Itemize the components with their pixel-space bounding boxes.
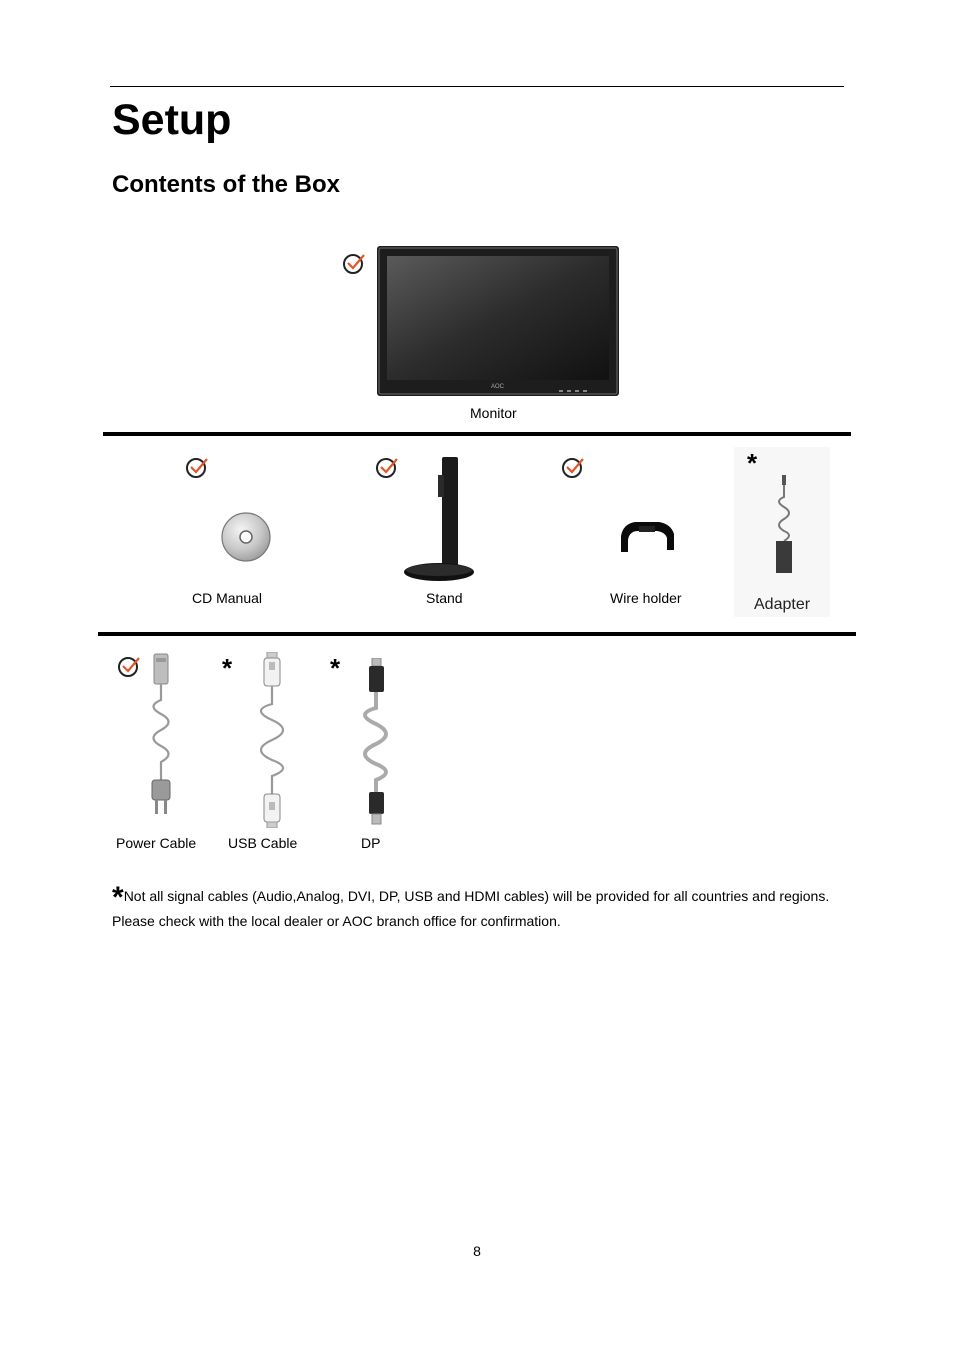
cd-image bbox=[220, 511, 272, 563]
usb-cable-image bbox=[246, 652, 294, 828]
checkmark-icon bbox=[375, 456, 399, 478]
svg-text:AOC: AOC bbox=[491, 384, 505, 390]
header-rule bbox=[110, 86, 844, 87]
adapter-image bbox=[770, 475, 798, 575]
power-cable-image bbox=[144, 652, 184, 818]
checkmark-icon bbox=[561, 456, 585, 478]
checkmark-icon bbox=[342, 252, 366, 274]
dp-label: DP bbox=[361, 835, 381, 851]
power-cable-label: Power Cable bbox=[116, 835, 197, 851]
optional-star-icon: * bbox=[222, 653, 233, 683]
checkmark-icon bbox=[185, 456, 209, 478]
page-number: 8 bbox=[473, 1243, 481, 1259]
checkmark-icon bbox=[117, 655, 141, 677]
note-text: Not all signal cables (Audio,Analog, DVI, DP, USB and HDMI cables) will be provided for all countries and regions. Please check with the local dealer or AOC branch office for confirmation. bbox=[112, 888, 830, 929]
cd-manual-label: CD Manual bbox=[192, 590, 263, 606]
section-divider bbox=[103, 432, 851, 436]
wire-holder-image bbox=[617, 518, 677, 556]
availability-note bbox=[112, 881, 832, 934]
dp-cable-image bbox=[350, 658, 394, 826]
note-star-icon: * bbox=[112, 881, 124, 914]
usb-cable-label: USB Cable bbox=[228, 835, 298, 851]
optional-star-icon: * bbox=[330, 653, 341, 683]
section-title: Contents of the Box bbox=[112, 171, 340, 198]
adapter-label: Adapter bbox=[754, 596, 811, 613]
monitor-label: Monitor bbox=[470, 405, 517, 421]
page-title: Setup bbox=[112, 96, 232, 144]
monitor-image bbox=[377, 246, 619, 396]
wire-holder-label: Wire holder bbox=[610, 590, 682, 606]
section-divider bbox=[98, 632, 856, 636]
optional-star-icon: * bbox=[747, 448, 758, 478]
stand-image bbox=[402, 455, 478, 583]
stand-label: Stand bbox=[426, 590, 463, 606]
